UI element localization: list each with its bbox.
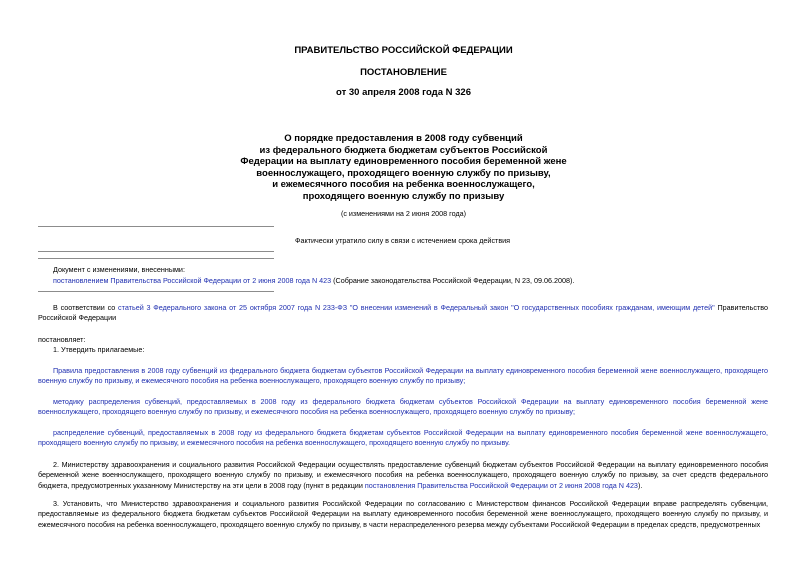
preamble-paragraph	[38, 303, 768, 324]
preamble-tail: Правительство Российской Федерации	[38, 303, 768, 323]
status-note: Фактически утратило силу в связи с истечением срока действия	[295, 236, 511, 245]
amending-document-label: Документ с изменениями, внесенными:	[53, 265, 185, 274]
divider	[38, 291, 274, 292]
issuing-authority: ПРАВИТЕЛЬСТВО РОССИЙСКОЙ ФЕДЕРАЦИИ	[294, 45, 513, 56]
document-title	[0, 133, 807, 203]
title-line: проходящего военную службу по призыву	[302, 190, 505, 202]
item-2	[38, 460, 768, 491]
amending-document-source: (Собрание законодательства Российской Федерации, N 23, 09.06.2008).	[331, 276, 575, 285]
document-date-number: от 30 апреля 2008 года N 326	[336, 87, 471, 98]
amendment-note: (с изменениями на 2 июня 2008 года)	[340, 209, 467, 218]
approved-doc-distribution-link[interactable]: распределение субвенций, предоставляемых в 2008 году из федерального бюджета бюджетам субъектов Российской Федерации на выплату единовременного пособия беременной жене военнослужащего, проходящего военную службу по призыву, и ежемесячного пособия на ребенка военнослужащего, проходящего военную службу по призыву.	[38, 428, 768, 448]
title-line: Федерации на выплату единовременного пособия беременной жене	[240, 156, 567, 168]
item-2-text: 2. Министерству здравоохранения и социального развития Российской Федерации осуществлять предоставление субвенций бюджетам субъектов Российской Федерации на выплату единовременного пособия беременной жене военнослужащего, проходящего военную службу по призыву, и ежемесячного пособия на ребенка военнослужащего, проходящего военную службу по призыву, за счет средств федерального бюджета, предусмотренных указанному Министерству на эти цели в 2008 году (пункт в редакции	[38, 460, 768, 490]
preamble-lead: В соответствии со	[53, 303, 119, 312]
item-2-link[interactable]: постановления Правительства Российской Федерации от 2 июня 2008 года N 423	[364, 480, 638, 490]
item-2-tail: ).	[637, 480, 643, 490]
divider	[38, 258, 274, 259]
decree-word: постановляет:	[38, 335, 86, 344]
divider	[38, 251, 274, 252]
law-reference-link[interactable]: статьей 3 Федерального закона от 25 октября 2007 года N 233-ФЗ "О внесении изменений в Федеральный закон "О государственных пособиях гражданам, имеющим детей"	[118, 303, 715, 312]
amending-document-block	[53, 264, 574, 286]
approved-doc-methodology-link[interactable]: методику распределения субвенций, предоставляемых в 2008 году из федерального бюджета бюджетам субъектов Российской Федерации на выплату единовременного пособия беременной жене военнослужащего, проходящего военную службу по призыву, и ежемесячного пособия на ребенка военнослужащего, проходящего военную службу по призыву;	[38, 397, 768, 417]
amending-document-line	[53, 275, 574, 286]
approved-doc-rules-link[interactable]: Правила предоставления в 2008 году субвенций из федерального бюджета бюджетам субъектов Российской Федерации на выплату единовременного пособия беременной жене военнослужащего, проходящего военную службу по призыву, и ежемесячного пособия на ребенка военнослужащего, проходящего военную службу по призыву;	[38, 366, 768, 386]
approved-doc-methodology	[38, 397, 768, 418]
title-line: О порядке предоставления в 2008 году субвенций	[284, 133, 523, 144]
item-1: 1. Утвердить прилагаемые:	[53, 345, 145, 354]
title-line: и ежемесячного пособия на ребенка военнослужащего,	[272, 179, 535, 191]
amending-document-link[interactable]: постановлением Правительства Российской Федерации от 2 июня 2008 года N 423	[53, 276, 332, 285]
title-line: из федерального бюджета бюджетам субъектов Российской	[259, 144, 548, 156]
approved-doc-rules	[38, 366, 768, 387]
item-3: 3. Установить, что Министерство здравоохранения и социального развития Российской Федерации по согласованию с Министерством финансов Российской Федерации вправе распределять субвенции, предоставляемые из федерального бюджета бюджетам субъектов Российской Федерации на выплату единовременного пособия беременной жене военнослужащего, проходящего военную службу по призыву, и ежемесячного пособия на ребенка военнослужащего, проходящего военную службу по призыву, в части нераспределенного резерва между субъектами Российской Федерации в пределах средств, предусмотренных	[38, 499, 768, 529]
title-line: военнослужащего, проходящего военную службу по призыву,	[256, 167, 551, 179]
document-type: ПОСТАНОВЛЕНИЕ	[360, 67, 447, 78]
divider	[38, 226, 274, 227]
approved-doc-distribution	[38, 428, 768, 449]
